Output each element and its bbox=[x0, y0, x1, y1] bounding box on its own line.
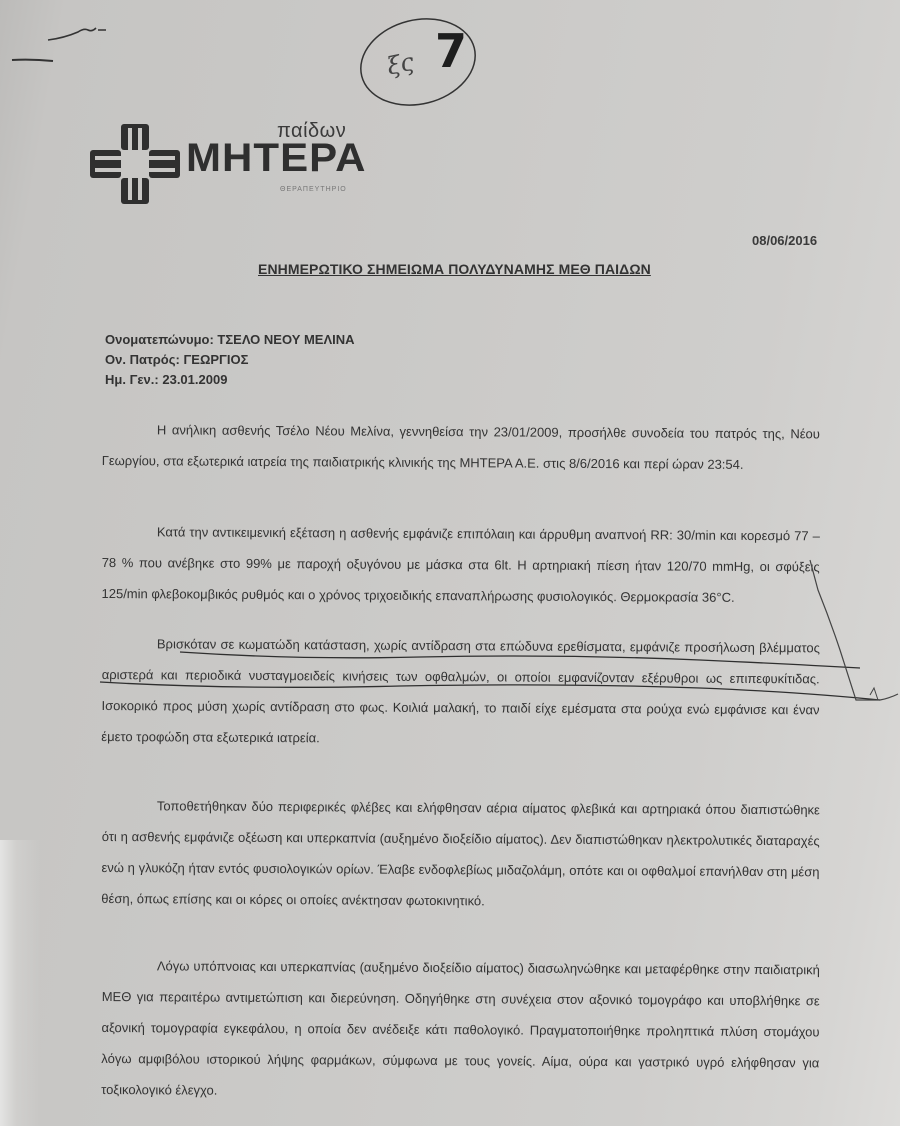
stamp-number: 7 bbox=[435, 24, 468, 78]
handwritten-dash bbox=[10, 56, 55, 64]
mitera-cross-icon bbox=[90, 124, 180, 204]
father-name-label: Ον. Πατρός: bbox=[105, 352, 180, 367]
birth-date-label: Ημ. Γεν.: bbox=[105, 372, 159, 387]
patient-name-value: ΤΣΕΛΟ ΝΕΟΥ ΜΕΛΙΝΑ bbox=[217, 332, 355, 347]
logo-tagline: ΘΕΡΑΠΕΥΤΗΡΙΟ bbox=[280, 186, 347, 193]
handwritten-mark bbox=[44, 22, 114, 44]
logo-name: MHTEPA bbox=[186, 136, 367, 180]
birth-date-value: 23.01.2009 bbox=[162, 372, 228, 387]
document-title: ΕΝΗΜΕΡΩΤΙΚΟ ΣΗΜΕΙΩΜΑ ΠΟΛΥΔΥΝΑΜΗΣ ΜΕΘ ΠΑΙΔΩΝ bbox=[258, 261, 651, 277]
paragraph-neurological-state bbox=[101, 628, 820, 756]
paragraph-blood-tests bbox=[101, 790, 820, 918]
father-name-value: ΓΕΩΡΓΙΟΣ bbox=[183, 352, 249, 367]
stamp-text: ξς bbox=[384, 47, 417, 81]
patient-name-row bbox=[105, 330, 355, 350]
handwritten-circled-number bbox=[355, 12, 485, 108]
patient-info bbox=[105, 330, 355, 390]
paragraph-text: Λόγω υπόπνοιας και υπερκαπνίας (αυξημένο διοξείδιο αίματος) διασωληνώθηκε και μεταφέρθηκε στην παιδιατρική ΜΕΘ για περαιτέρω αντιμετώπιση και διερεύνηση. Οδηγήθηκε στη συνέχεια στον αξονικό τομογράφο και υποβλήθηκε σε αξονική τομογραφία εγκεφάλου, η οποία δεν ανέδειξε κάτι παθολογικό. Πραγματοποιήθηκε προληπτικά πλύση στομάχου λόγω αμφιβόλου ιστορικού λήψης φαρμάκων, σύμφωνα με τους γονείς. Αίμα, ούρα και γαστρικό υγρό ελήφθησαν για τοξικολογικό έλεγχο. bbox=[101, 958, 820, 1098]
paragraph-examination bbox=[101, 516, 820, 613]
hospital-logo bbox=[90, 120, 370, 210]
paragraph-text: Η ανήλικη ασθενής Τσέλο Νέου Μελίνα, γεννηθείσα την 23/01/2009, προσήλθε συνοδεία του πατρός της, Νέου Γεωργίου, στα εξωτερικά ιατρεία της παιδιατρικής κλινικής της ΜΗΤΕΡΑ Α.Ε. στις 8/6/2016 και περί ώραν 23:54. bbox=[101, 422, 820, 472]
page-edge-shadow bbox=[0, 840, 40, 1126]
paragraph-text: Βρισκόταν σε κωματώδη κατάσταση, χωρίς αντίδραση στα επώδυνα ερεθίσματα, εμφάνιζε προσήλωση βλέμματος αριστερά και περιοδικά νυσταγμοειδείς κινήσεις των οφθαλμών, οι οποίοι εμφανίζονταν εξέρυθροι ως επιπεφυκίτιδας. Ισοκορικό προς μύση χωρίς αντίδραση στο φως. Κοιλιά μαλακή, το παιδί είχε εμέσματα στα ρούχα ενώ εμφάνισε και έναν έμετο τροφώδη στα εξωτερικά ιατρεία. bbox=[101, 636, 820, 746]
paragraph-text: Τοποθετήθηκαν δύο περιφερικές φλέβες και ελήφθησαν αέρια αίματος φλεβικά και αρτηριακά όπου διαπιστώθηκε ότι η ασθενής εμφάνιζε οξέωση και υπερκαπνία (αυξημένο διοξείδιο αίματος). Δεν διαπιστώθηκαν ηλεκτρολυτικές διαταραχές ενώ η γλυκόζη ήταν εντός φυσιολογικών ορίων. Έλαβε ενδοφλεβίως μιδαζολάμη, οπότε και οι οφθαλμοί επανήλθαν στη μέση θέση, όπως επίσης και οι κόρες οι οποίες ανέκτησαν φωτοκινητικό. bbox=[101, 798, 820, 909]
paragraph-text: Κατά την αντικειμενική εξέταση η ασθενής εμφάνιζε επιπόλαιη και άρρυθμη αναπνοή RR: 30/min και κορεσμό 77 – 78 % που ανέβηκε στο 99% με παροχή οξυγόνου με μάσκα στα 6lt. Η αρτηριακή πίεση ήταν 120/70 mmHg, οι σφύξεις 125/min φλεβοκομβικός ρυθμός και ο χρόνος τριχοειδικής επαναπλήρωσης φυσιολογικός. Θερμοκρασία 36°C. bbox=[101, 524, 820, 605]
paragraph-admission bbox=[102, 414, 820, 480]
paragraph-icu-transfer bbox=[101, 950, 820, 1109]
logo-subtitle: παίδων bbox=[277, 120, 347, 142]
patient-name-label: Ονοματεπώνυμο: bbox=[105, 332, 214, 347]
birth-date-row bbox=[105, 370, 355, 390]
document-date: 08/06/2016 bbox=[752, 233, 818, 248]
father-name-row bbox=[105, 350, 355, 370]
